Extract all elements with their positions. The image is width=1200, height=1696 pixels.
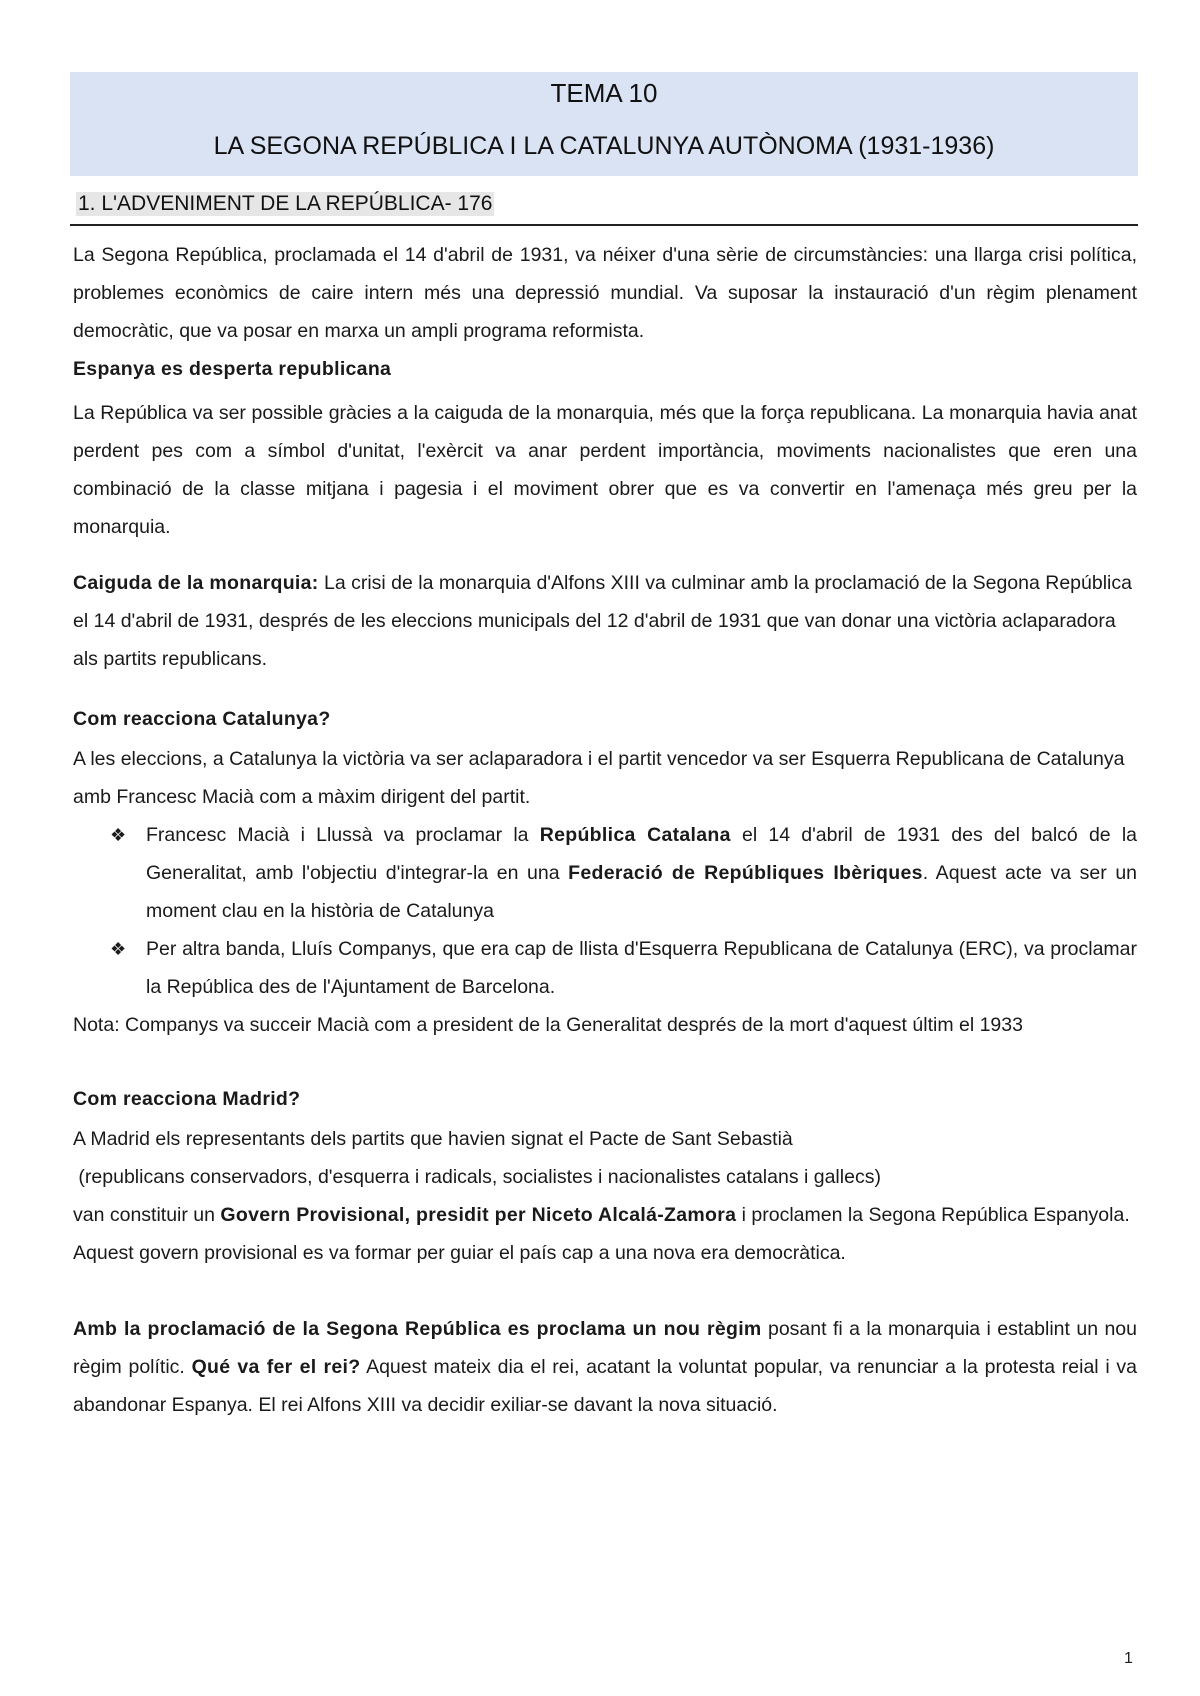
madrid-line-4: Aquest govern provisional es va formar per guiar el país cap a una nova era democràtica. xyxy=(73,1242,846,1264)
subheading-madrid: Com reacciona Madrid? xyxy=(73,1088,301,1110)
diamond-bullet-icon: ❖ xyxy=(110,939,127,959)
subheading-espanya: Espanya es desperta republicana xyxy=(73,358,392,380)
text-caiguda: La crisi de la monarquia d'Alfons XIII va culminar amb la proclamació de la Segona República el 14 d'abril de 1931, després de les eleccions municipals del 12 d'abril de 1931 que van donar una victòria aclaparadora als partits republicans. xyxy=(73,572,1132,670)
madrid-part-c: i proclamen la Segona República Espanyola. xyxy=(736,1204,1130,1226)
final-part-d: Aquest mateix dia el rei, acatant la voluntat popular, va renunciar a la protesta reial i va abandonar Espanya. El rei Alfons XIII va decidir exiliar-se davant la nova situació. xyxy=(73,1356,1138,1416)
madrid-line-3 xyxy=(73,1196,1137,1234)
paragraph-catalunya: A les eleccions, a Catalunya la victòria va ser aclaparadora i el partit vencedor va ser Esquerra Republicana de Catalunya amb Francesc Macià com a màxim dirigent del partit. xyxy=(73,748,1125,808)
bullet1-part-e: . Aquest acte va ser un moment clau en la història de Catalunya xyxy=(146,862,1138,922)
document-title: LA SEGONA REPÚBLICA I LA CATALUNYA AUTÒNOMA (1931-1936) xyxy=(213,132,995,160)
section-heading xyxy=(70,190,1138,226)
final-paragraph xyxy=(73,1310,1137,1424)
final-part-b: posant fi a la monarquia i establint un nou règim polític. xyxy=(73,1318,1137,1378)
title-band xyxy=(70,72,1138,176)
subheading-caiguda: Caiguda de la monarquia: xyxy=(73,572,319,594)
bullet1-republica-catalana: República Catalana xyxy=(539,824,731,846)
bullet-macia xyxy=(110,816,1137,930)
paragraph-espanya: La República va ser possible gràcies a la caiguda de la monarquia, més que la força republicana. La monarquia havia anat perdent pes com a símbol d'unitat, l'exèrcit va anar perdent importància, moviments nacionalistes que eren una combinació de la classe mitjana i pagesia i el moviment obrer que es va convertir en l'amenaça més greu per la monarquia. xyxy=(73,402,1137,538)
bullet-companys-text: Per altra banda, Lluís Companys, que era cap de llista d'Esquerra Republicana de Catalunya (ERC), va proclamar la República des de l'Ajuntament de Barcelona. xyxy=(146,938,1137,998)
intro-paragraph: La Segona República, proclamada el 14 d'abril de 1931, va néixer d'una sèrie de circumstàncies: una llarga crisi política, problemes econòmics de caire intern més una depressió mundial. Va suposar la instauració d'un règim plenament democràtic, que va posar en marxa un ampli programa reformista. xyxy=(73,244,1137,342)
bullet1-part-a: Francesc Macià i Llussà va proclamar la xyxy=(146,824,540,846)
bullet1-part-c: el 14 d'abril de 1931 des del balcó de la Generalitat, amb l'objectiu d'integrar-la en una xyxy=(146,824,1138,884)
paragraph-madrid xyxy=(73,1120,1137,1272)
bullet1-federacio: Federació de Repúbliques Ibèriques xyxy=(568,862,923,884)
note-paragraph: Nota: Companys va succeir Macià com a president de la Generalitat després de la mort d'aquest últim el 1933 xyxy=(73,1014,1023,1036)
final-bold-rei: Qué va fer el rei? xyxy=(191,1356,361,1378)
topic-number: TEMA 10 xyxy=(550,78,658,108)
final-bold-proclama: Amb la proclamació de la Segona República es proclama un nou règim xyxy=(73,1318,762,1340)
diamond-bullet-icon: ❖ xyxy=(110,825,127,845)
page-number: 1 xyxy=(1124,1650,1133,1667)
section-heading-text: 1. L'ADVENIMENT DE LA REPÚBLICA- 176 xyxy=(78,192,493,215)
subheading-catalunya: Com reacciona Catalunya? xyxy=(73,708,331,730)
madrid-line-2: (republicans conservadors, d'esquerra i radicals, socialistes i nacionalistes catalans i gallecs) xyxy=(73,1166,881,1188)
bullet-companys xyxy=(110,930,1137,1006)
bullet-macia-text xyxy=(146,816,1137,930)
madrid-line-1: A Madrid els representants dels partits que havien signat el Pacte de Sant Sebastià xyxy=(73,1128,793,1150)
govern-provisional: Govern Provisional, presidit per Niceto Alcalá-Zamora xyxy=(220,1204,737,1226)
paragraph-caiguda xyxy=(73,564,1137,678)
madrid-part-a: van constituir un xyxy=(73,1204,221,1226)
